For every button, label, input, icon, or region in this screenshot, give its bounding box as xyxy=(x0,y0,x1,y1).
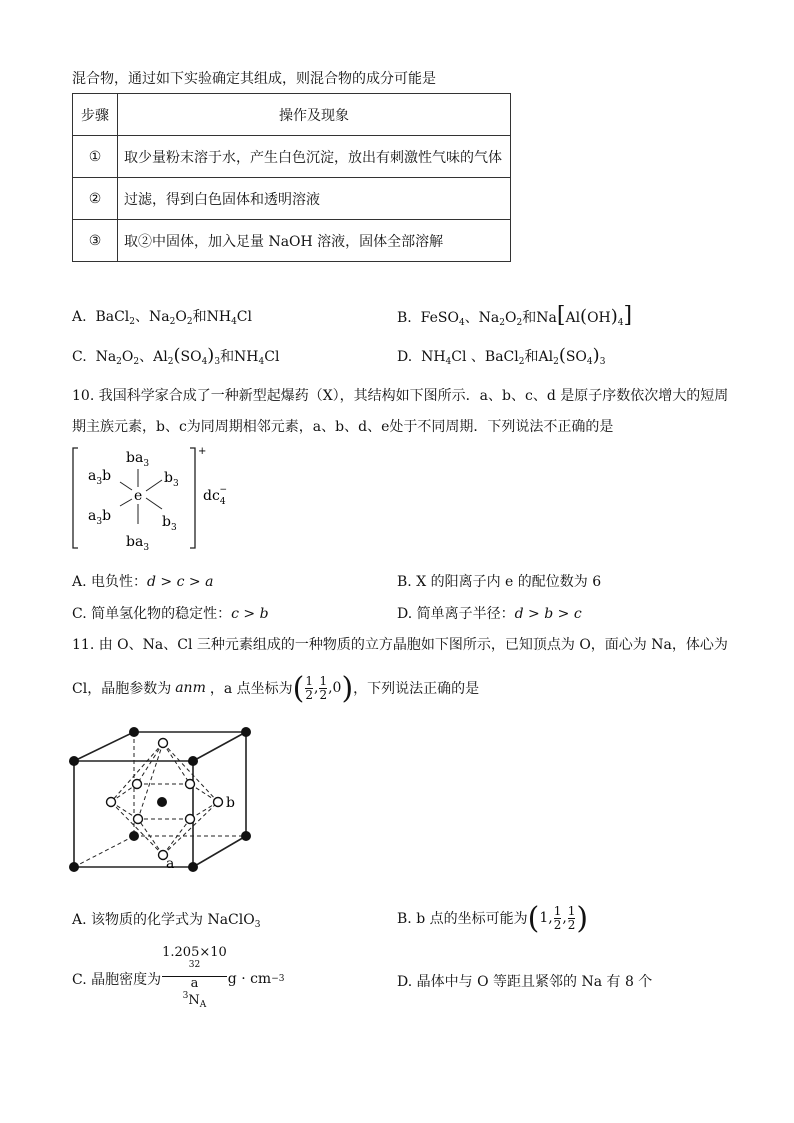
point-b-label: b xyxy=(226,795,235,811)
q9-option-c: C. $Na_2O_2$、$Al_2(SO_4)_3$和$NH_4Cl$ xyxy=(72,345,280,367)
q10-option-d: D. 简单离子半径：d > b > c xyxy=(397,606,582,622)
table-header-step: 步骤 xyxy=(73,94,118,136)
svg-text:ba3: $ba_3$ xyxy=(126,534,150,553)
table-row xyxy=(73,178,511,220)
table-cell-text: 取少量粉末溶于水，产生白色沉淀，放出有刺激性气味的气体 xyxy=(118,136,511,178)
table-header-row xyxy=(73,94,511,136)
q10-structure-diagram xyxy=(70,442,250,554)
svg-text:dc4−: $dc_4-$ xyxy=(203,485,228,507)
table-header-operation: 操作及现象 xyxy=(118,94,511,136)
svg-text:+: + xyxy=(198,446,207,457)
q10-stem-line1: 10. 我国科学家合成了一种新型起爆药（X），其结构如下图所示．a、b、c、d 是原子序数依次增大的短周 xyxy=(72,388,729,404)
svg-text:a3b: $a_3b$ xyxy=(88,508,112,527)
svg-text:b3: $b_3$ xyxy=(162,514,177,533)
svg-text:a3b: $a_3b$ xyxy=(88,468,112,487)
q10-stem-line2: 期主族元素，b、c为同周期相邻元素，a、b、d、e处于不同周期．下列说法不正确的是 xyxy=(72,419,614,435)
table-cell-text: 取②中固体，加入足量 NaOH 溶液，固体全部溶解 xyxy=(118,220,511,262)
table-row xyxy=(73,220,511,262)
q11-option-a: A. 该物质的化学式为 NaClO$_3$ xyxy=(72,912,261,930)
coord-fraction: $\frac{1}{2}$ xyxy=(305,673,313,702)
q9-option-a: A. BaCl$_2$、$Na_2O_2$和$NH_4Cl$ xyxy=(72,309,252,327)
q11-option-b: B. b 点的坐标可能为 ( 1, $\frac{1}{2}$ , $\frac{1}{2}$ ) xyxy=(397,900,589,936)
table-cell-step: ③ xyxy=(73,220,118,262)
q9-option-d: D. $NH_4Cl$ 、BaCl$_2$和$Al_2(SO_4)_3$ xyxy=(397,345,606,367)
q11-option-d: D. 晶体中与 O 等距且紧邻的 Na 有 8 个 xyxy=(397,974,653,990)
q11-crystal-cell-diagram xyxy=(66,722,266,882)
density-fraction: 1.205×10 $^{32}$ a $^3N_A$ xyxy=(162,945,227,1010)
q10-option-c: C. 简单氢化物的稳定性：c > b xyxy=(72,606,269,622)
experiment-table xyxy=(72,93,511,262)
q10-option-a: A. 电负性：d > c > a xyxy=(72,574,214,590)
point-a-label: a xyxy=(166,856,175,872)
q10-option-b: B. X 的阳离子内 e 的配位数为 6 xyxy=(397,574,602,590)
coord-fraction: $\frac{1}{2}$ xyxy=(319,673,328,702)
table-cell-text: 过滤，得到白色固体和透明溶液 xyxy=(118,178,511,220)
svg-text:ba3: $ba_3$ xyxy=(126,450,150,469)
q9-option-b: B. FeSO$_4$、$Na_2O_2$和$Na[Al(OH)_4]$ xyxy=(397,303,633,328)
table-cell-step: ① xyxy=(73,136,118,178)
table-row xyxy=(73,136,511,178)
table-cell-step: ② xyxy=(73,178,118,220)
q11-stem-line2: Cl，晶胞参数为 anm ，a 点坐标为 ( $\frac{1}{2}$ , $\frac{1}{2}$ ,0 ) ，下列说法正确的是 xyxy=(72,670,480,706)
question-intro: 混合物，通过如下实验确定其组成，则混合物的成分可能是 xyxy=(72,71,436,87)
q11-stem-line1: 11. 由 O、Na、Cl 三种元素组成的一种物质的立方晶胞如下图所示，已知顶点为 O，面心为 Na，体心为 xyxy=(72,637,728,653)
svg-text:b3: $b_3$ xyxy=(164,470,179,489)
svg-text:e: e xyxy=(134,488,143,504)
q11-option-c: C. 晶胞密度为 1.205×10 $^{32}$ a $^3N_A$ g · cm −3 xyxy=(72,945,285,1010)
